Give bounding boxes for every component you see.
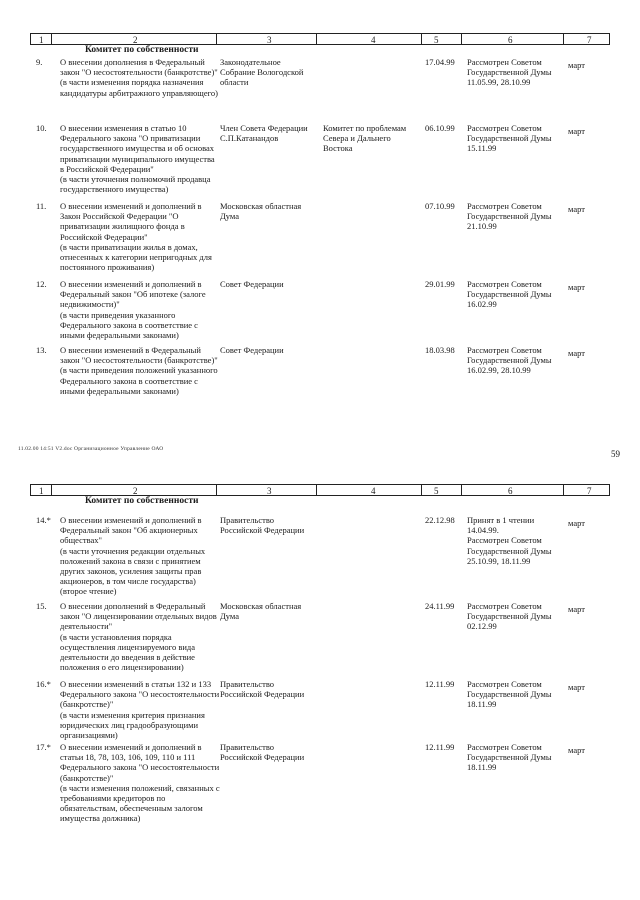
row-initiator: Правительство Российской Федерации: [220, 742, 305, 763]
row-initiator: Правительство Российской Федерации: [220, 679, 305, 700]
row-result: Рассмотрен Советом Государственной Думы 18.11.99: [467, 742, 552, 773]
col-4-number: 4: [371, 35, 376, 45]
col-7-number: 7: [587, 486, 592, 496]
row-date: 17.04.99: [425, 57, 455, 67]
row-number: 10.: [36, 123, 47, 133]
row-date: 18.03.98: [425, 345, 455, 355]
document-page-60: [0, 470, 640, 900]
row-result: Принят в 1 чтении 14.04.99. Рассмотрен Советом Государственной Думы 25.10.99, 18.11.99: [467, 515, 552, 566]
row-result: Рассмотрен Советом Государственной Думы 21.10.99: [467, 201, 552, 232]
row-result: Рассмотрен Советом Государственной Думы 16.02.99: [467, 279, 552, 310]
row-date: 22.12.98: [425, 515, 455, 525]
row-number: 13.: [36, 345, 47, 355]
row-term: март: [568, 682, 585, 692]
column-number-header: [30, 33, 610, 45]
row-number: 9.: [36, 57, 43, 67]
row-date: 06.10.99: [425, 123, 455, 133]
row-result: Рассмотрен Советом Государственной Думы 16.02.99, 28.10.99: [467, 345, 552, 376]
row-initiator: Совет Федерации: [220, 279, 284, 289]
row-date: 12.11.99: [425, 679, 455, 689]
row-committee: Комитет по проблемам Севера и Дальнего Востока: [323, 123, 407, 154]
row-result: Рассмотрен Советом Государственной Думы 15.11.99: [467, 123, 552, 154]
row-number: 17.*: [36, 742, 51, 752]
row-number: 14.*: [36, 515, 51, 525]
row-number: 12.: [36, 279, 47, 289]
column-number-header: [30, 484, 610, 496]
col-3-number: 3: [267, 486, 272, 496]
row-initiator: Московская областная Дума: [220, 201, 302, 222]
col-2-number: 2: [133, 35, 138, 45]
row-initiator: Московская областная Дума: [220, 601, 302, 622]
row-term: март: [568, 745, 585, 755]
row-description: О внесении изменений и дополнений в статьи 18, 78, 103, 106, 109, 110 и 111 Федерального закона "О несостоятельности (банкротстве)" (в части изменения положений, связанных с требованиями кредиторов по обязательствам, обеспеченным залогом имущества должника): [60, 742, 220, 824]
row-result: Рассмотрен Советом Государственной Думы 02.12.99: [467, 601, 552, 632]
row-date: 29.01.99: [425, 279, 455, 289]
row-number: 16.*: [36, 679, 51, 689]
col-1-number: 1: [39, 35, 44, 45]
col-3-number: 3: [267, 35, 272, 45]
row-description: О внесении изменений и дополнений в Федеральный закон "Об ипотеке (залоге недвижимости)" (в части приведения указанного Федерального закона в соответствие с иными федеральными законами): [60, 279, 206, 341]
row-date: 24.11.99: [425, 601, 455, 611]
row-term: март: [568, 518, 585, 528]
row-description: О внесении изменений и дополнений в Федеральный закон "Об акционерных обществах" (в части уточнения редакции отдельных положений закона в связи с принятием других законов, усиления защиты прав акционеров, в том числе государства) (второе чтение): [60, 515, 206, 597]
page-number: 59: [611, 449, 620, 459]
section-title: Комитет по собственности: [85, 496, 199, 506]
row-initiator: Член Совета Федерации С.П.Катанандов: [220, 123, 308, 144]
row-description: О внесении изменения в статью 10 Федерального закона "О приватизации государственного имущества и об основах приватизации муниципального имущества в Российской Федерации" (в части уточнения полномочий продавца государственного имущества): [60, 123, 215, 195]
row-initiator: Правительство Российской Федерации: [220, 515, 305, 536]
row-description: О внесении дополнения в Федеральный закон "О несостоятельности (банкротстве)" (в части изменения порядка назначения кандидатуры арбитражного управляющего): [60, 57, 218, 98]
row-date: 12.11.99: [425, 742, 455, 752]
row-term: март: [568, 126, 585, 136]
row-description: О внесении дополнений в Федеральный закон "О лицензировании отдельных видов деятельности" (в части установления порядка осуществления лицензируемого вида деятельности до введения в действие положения о его лицензировании): [60, 601, 217, 673]
row-result: Рассмотрен Советом Государственной Думы 11.05.99, 28.10.99: [467, 57, 552, 88]
row-initiator: Законодательное Собрание Вологодской области: [220, 57, 304, 88]
col-5-number: 5: [434, 486, 439, 496]
row-number: 15.: [36, 601, 47, 611]
section-title: Комитет по собственности: [85, 45, 199, 55]
col-4-number: 4: [371, 486, 376, 496]
row-description: О внесении изменений и дополнений в Закон Российской Федерации "О приватизации жилищного фонда в Российской Федерации" (в части приватизации жилья в домах, отнесенных к категории непригодных для постоянного проживания): [60, 201, 212, 273]
document-footer: 11.02.00 14:51 V2.doc Организационное Управление ОАО: [18, 446, 164, 452]
row-initiator: Совет Федерации: [220, 345, 284, 355]
col-5-number: 5: [434, 35, 439, 45]
row-number: 11.: [36, 201, 47, 211]
col-6-number: 6: [508, 35, 513, 45]
row-result: Рассмотрен Советом Государственной Думы 18.11.99: [467, 679, 552, 710]
row-term: март: [568, 204, 585, 214]
col-6-number: 6: [508, 486, 513, 496]
row-term: март: [568, 282, 585, 292]
row-description: О внесении изменений в Федеральный закон "О несостоятельности (банкротстве)" (в части приведения положений указанного Федерального закона в соответствие с иными федеральными законами): [60, 345, 218, 396]
row-term: март: [568, 60, 585, 70]
col-1-number: 1: [39, 486, 44, 496]
row-description: О внесении изменений в статьи 132 и 133 Федерального закона "О несостоятельности (банкротстве)" (в части изменения критерия признания юридических лиц градообразующими организациями): [60, 679, 220, 741]
col-2-number: 2: [133, 486, 138, 496]
row-date: 07.10.99: [425, 201, 455, 211]
col-7-number: 7: [587, 35, 592, 45]
row-term: март: [568, 604, 585, 614]
row-term: март: [568, 348, 585, 358]
